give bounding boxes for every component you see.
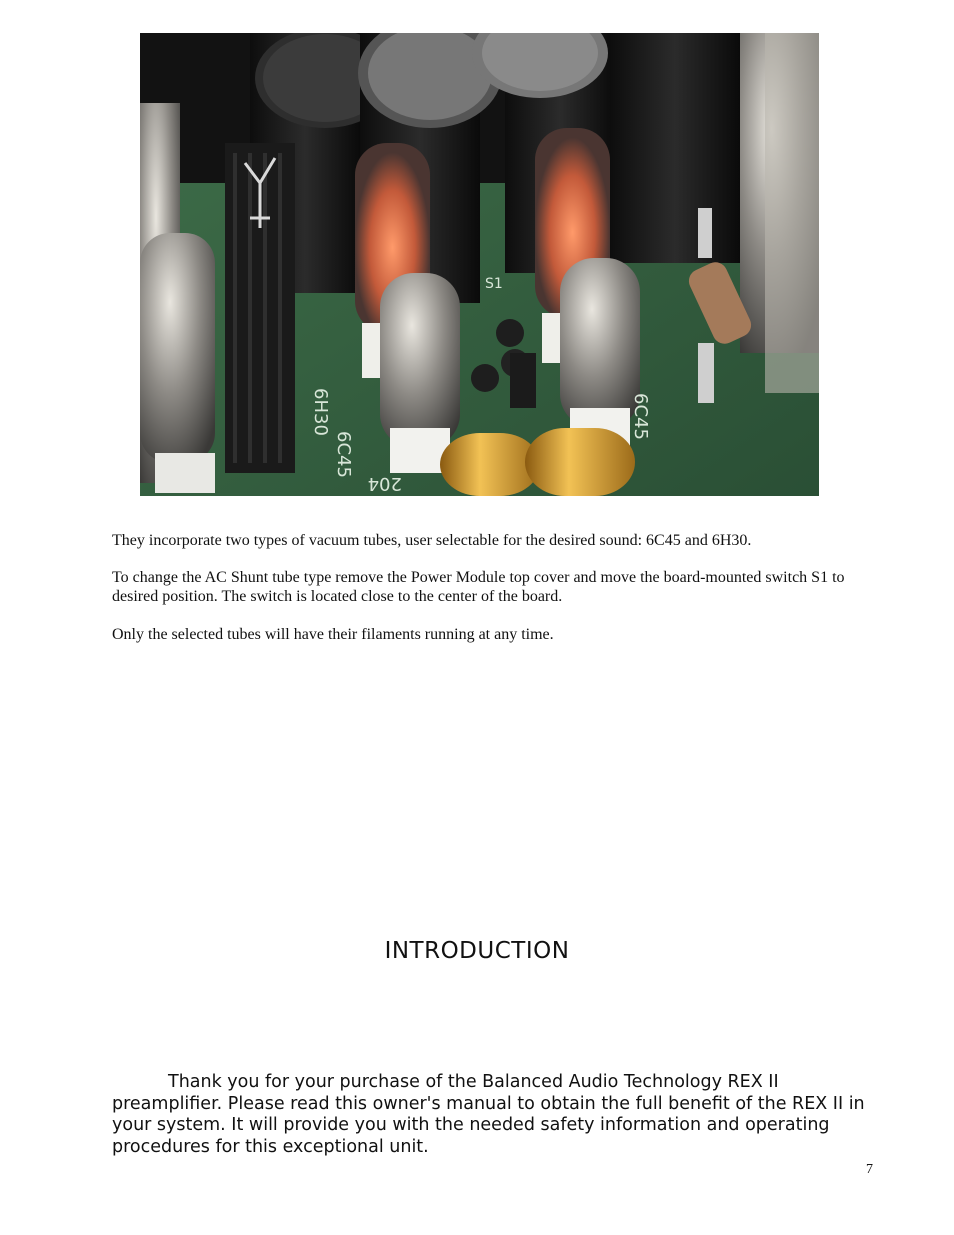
board-label: 6C45 xyxy=(333,431,354,478)
page-number: 7 xyxy=(866,1162,873,1177)
section-heading: INTRODUCTION xyxy=(384,938,570,964)
body-paragraph: Only the selected tubes will have their filaments running at any time. xyxy=(112,626,554,643)
intro-text: Thank you for your purchase of the Balanced Audio Technology REX II preamplifier. Please read this owner's manual to obtain the full benefit of the REX II in your system. It will provide you with the needed safety information and operating procedures for this exceptional unit. xyxy=(112,1072,865,1157)
tube-circuit-photo xyxy=(140,33,819,496)
body-paragraph: They incorporate two types of vacuum tubes, user selectable for the desired sound: 6C45 and 6H30. xyxy=(112,532,752,549)
board-label: 204 xyxy=(367,473,402,494)
board-label: 6C45 xyxy=(630,393,651,440)
intro-paragraph xyxy=(112,1072,887,1158)
body-paragraph: To change the AC Shunt tube type remove the Power Module top cover and move the board-mounted switch S1 to desired position. The switch is located close to the center of the board. xyxy=(112,569,845,605)
board-label: S1 xyxy=(485,276,503,292)
board-label: 6H30 xyxy=(310,388,331,436)
